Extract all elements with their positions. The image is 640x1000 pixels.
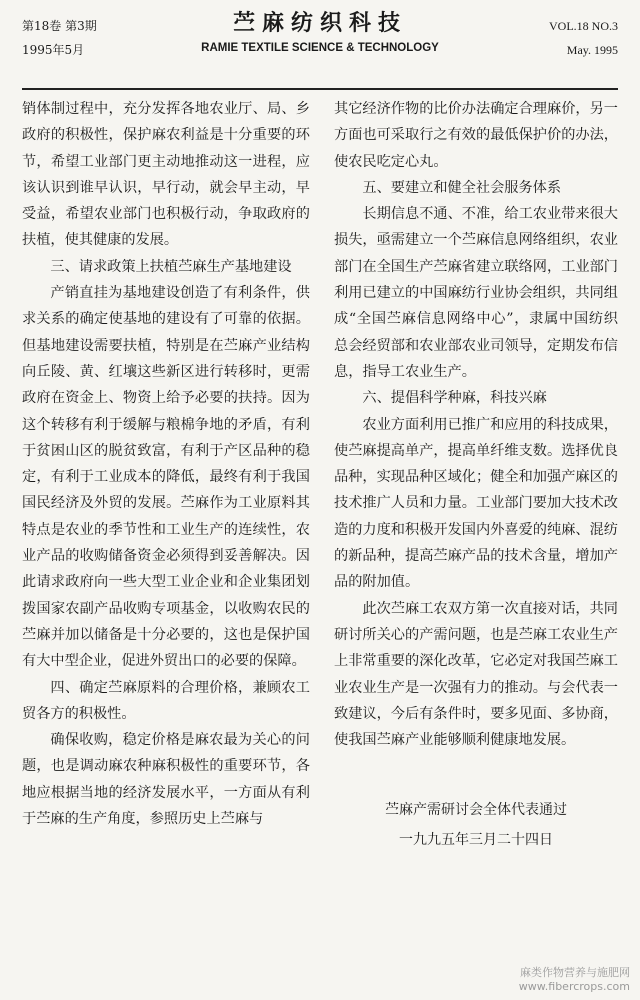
body-paragraph: 销体制过程中，充分发挥各地农业厅、局、乡政府的积极性，保护麻农利益是十分重要的环节，希望工业部门更主动地推动这一进程，应该认识到谁早认识，早行动，就会早主动，早受益，希望农业部门也积极行动，争取政府的扶植，使其健康的发展。 bbox=[22, 101, 310, 249]
section-heading: 三、请求政策上扶植苎麻生产基地建设 bbox=[50, 258, 292, 275]
section-heading: 五、要建立和健全社会服务体系 bbox=[362, 179, 562, 196]
body-paragraph: 产销直挂为基地建设创造了有利条件，供求关系的确定使基地的建设有了可靠的依据。但基地建设需要扶植，特别是在苎麻产业结构向丘陵、黄、红壤这些新区进行转移时，更需政府在资金上、物资上给予必要的扶持。因为这个转移有利于缓解与粮棉争地的矛盾，有利于贫困山区的脱贫致富，有利于产区品种的稳定，有利于工业成本的降低，最终有利于我国国民经济及外贸的发展。苎麻作为工业原料其特点是农业的季节性和工业生产的连续性，农业产品的收购储备资金必须得到妥善解决。因此请求政府向一些大型工业企业和企业集团划拨国家农副产品收购专项基金，以收购农民的苎麻并加以储备是十分必要的，这也是保护国有大中型企业，促进外贸出口的必要的保障。 bbox=[22, 285, 310, 670]
watermark-text: 麻类作物营养与施肥网 bbox=[520, 966, 630, 979]
signoff-line-1: 苎麻产需研讨会全体代表通过 bbox=[385, 802, 567, 819]
date-cn: 1995年5月 bbox=[22, 43, 85, 57]
header-center bbox=[22, 8, 618, 58]
volume-issue-cn: 第18卷 第3期 bbox=[22, 19, 97, 33]
site-watermark bbox=[519, 966, 630, 994]
date-en: May. 1995 bbox=[566, 43, 618, 57]
journal-title-en: RAMIE TEXTILE SCIENCE & TECHNOLOGY bbox=[201, 42, 439, 54]
signoff-date: 一九九五年三月二十四日 bbox=[399, 832, 553, 849]
journal-title-cn: 苎麻纺织科技 bbox=[232, 10, 407, 36]
header-right bbox=[549, 14, 618, 62]
watermark-url: www.fibercrops.com bbox=[518, 980, 630, 993]
page-header bbox=[22, 0, 618, 90]
body-paragraph: 长期信息不通、不准，给工农业带来很大损失，亟需建立一个苎麻信息网络组织，农业部门在全国生产苎麻省建立联络网，工业部门利用已建立的中国麻纺行业协会组织，共同组成“全国苎麻信息网络中心”，隶属中国纺织总会经贸部和农业部农业司领导，定期发布信息，指导工农业生产。 bbox=[334, 206, 618, 380]
body-paragraph: 此次苎麻工农双方第一次直接对话，共同研讨所关心的产需问题，也是苎麻工农业生产上非常重要的深化改革，它必定对我国苎麻工业农业生产是一次强有力的推动。与会代表一致建议，今后有条件时，要多见面、多协商，使我国苎麻产业能够顺利健康地发展。 bbox=[334, 600, 618, 749]
left-column bbox=[22, 96, 310, 832]
body-paragraph: 农业方面利用已推广和应用的科技成果，使苎麻提高单产，提高单纤维支数。选择优良品种，实现品种区域化；健全和加强产麻区的技术推广人员和力量。工业部门要加大技术改造的力度和积极开发国内外喜爱的纯麻、混纺的新品种，提高苎麻产品的技术含量，增加产品的附加值。 bbox=[334, 416, 618, 591]
article-body bbox=[22, 96, 618, 956]
body-paragraph: 确保收购，稳定价格是麻农最为关心的问题，也是调动麻农种麻积极性的重要环节，各地应根据当地的经济发展水平，一方面从有利于苎麻的生产角度，参照历史上苎麻与 bbox=[22, 732, 310, 828]
section-heading: 四、确定苎麻原料的合理价格，兼顾农工贸各方的积极性。 bbox=[22, 679, 310, 722]
section-heading: 六、提倡科学种麻，科技兴麻 bbox=[362, 390, 547, 407]
right-column bbox=[334, 96, 618, 855]
signoff-block bbox=[334, 795, 618, 855]
volume-issue-en: VOL.18 NO.3 bbox=[549, 19, 618, 33]
body-paragraph: 其它经济作物的比价办法确定合理麻价，另一方面也可采取行之有效的最低保护价的办法，使农民吃定心丸。 bbox=[334, 101, 618, 170]
